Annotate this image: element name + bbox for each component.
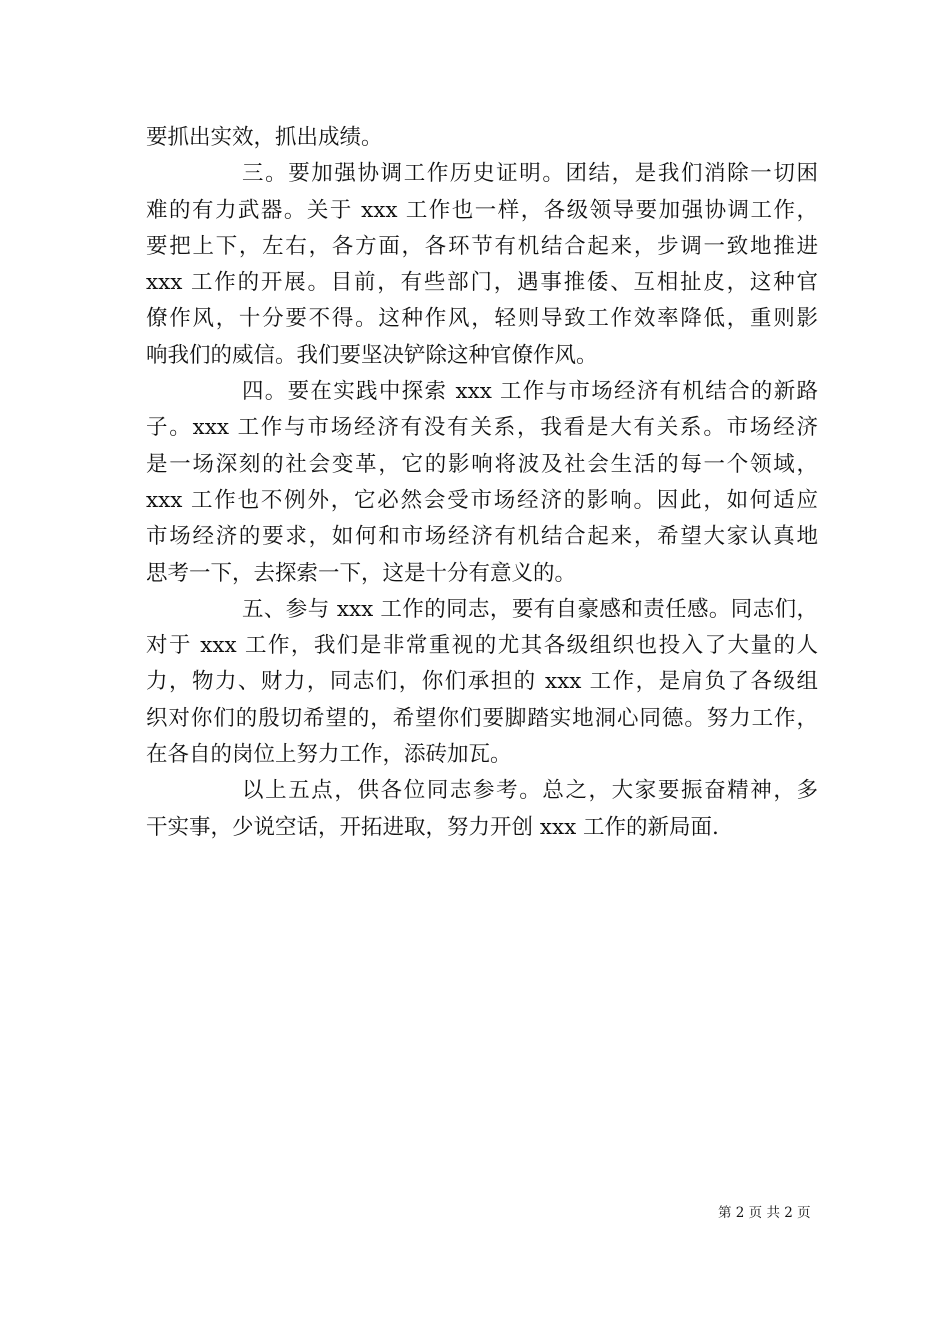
paragraph-point-four-line: 子。xxx 工作与市场经济有没有关系，我看是大有关系。市场经济 bbox=[146, 415, 818, 441]
page-number-footer: 第 2 页 共 2 页 bbox=[718, 1205, 811, 1221]
paragraph-conclusion-line: 以上五点，供各位同志参考。总之，大家要振奋精神，多 bbox=[242, 778, 818, 804]
paragraph-point-three-line: 难的有力武器。关于 xxx 工作也一样，各级领导要加强协调工作， bbox=[146, 197, 818, 223]
paragraph-point-four-line: 市场经济的要求，如何和市场经济有机结合起来，希望大家认真地 bbox=[146, 524, 818, 550]
paragraph-point-five-line: 对于 xxx 工作，我们是非常重视的尤其各级组织也投入了大量的人 bbox=[146, 633, 818, 659]
paragraph-continuation-line: 要抓出实效，抓出成绩。 bbox=[146, 125, 383, 150]
paragraph-point-five-line: 在各自的岗位上努力工作，添砖加瓦。 bbox=[146, 742, 512, 768]
body-text bbox=[146, 120, 818, 846]
paragraph-point-three-line: 响我们的威信。我们要坚决铲除这种官僚作风。 bbox=[146, 342, 598, 368]
paragraph-point-four-line: 四。要在实践中探索 xxx 工作与市场经济有机结合的新路 bbox=[242, 379, 818, 405]
paragraph-point-three-line: 要把上下，左右，各方面，各环节有机结合起来，步调一致地推进 bbox=[146, 233, 818, 259]
paragraph-point-five-line: 五、参与 xxx 工作的同志，要有自豪感和责任感。同志们， bbox=[242, 596, 818, 622]
paragraph-point-four-line: 思考一下，去探索一下，这是十分有意义的。 bbox=[146, 560, 577, 586]
paragraph-point-five-line: 力，物力、财力，同志们，你们承担的 xxx 工作，是肩负了各级组 bbox=[146, 669, 818, 695]
paragraph-conclusion-line: 干实事，少说空话，开拓进取，努力开创 xxx 工作的新局面. bbox=[146, 814, 719, 840]
paragraph-point-three-line: xxx 工作的开展。目前，有些部门，遇事推倭、互相扯皮，这种官 bbox=[146, 270, 818, 296]
paragraph-point-five-line: 织对你们的殷切希望的，希望你们要脚踏实地洞心同德。努力工作， bbox=[146, 705, 818, 731]
paragraph-point-four-line: xxx 工作也不例外，它必然会受市场经济的影响。因此，如何适应 bbox=[146, 487, 818, 513]
paragraph-point-three-line: 三。要加强协调工作历史证明。团结，是我们消除一切困 bbox=[242, 161, 818, 187]
paragraph-point-three-line: 僚作风，十分要不得。这种作风，轻则导致工作效率降低，重则影 bbox=[146, 306, 818, 332]
paragraph-point-four-line: 是一场深刻的社会变革，它的影响将波及社会生活的每一个领域， bbox=[146, 451, 818, 477]
